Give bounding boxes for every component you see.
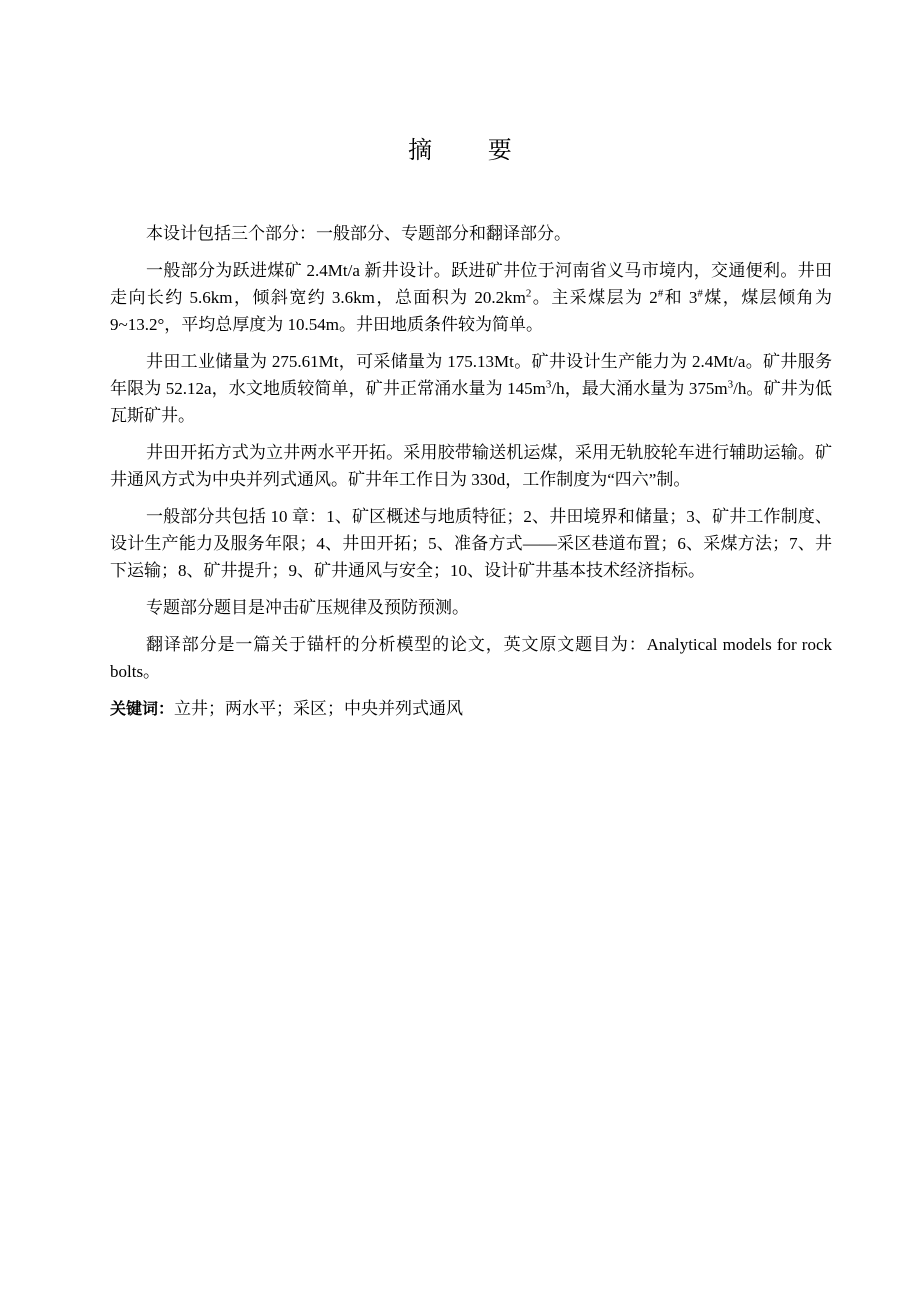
text-run: /h，最大涌水量为 375m	[551, 379, 728, 398]
abstract-body	[110, 220, 832, 722]
paragraph-overview: 本设计包括三个部分：一般部分、专题部分和翻译部分。	[146, 224, 571, 243]
text-run: 和 3	[663, 288, 698, 307]
superscript: 2	[525, 287, 532, 300]
superscript: #	[657, 287, 664, 300]
keywords-value: 立井；两水平；采区；中央并列式通风	[174, 699, 464, 718]
paragraph-general-design	[110, 257, 832, 338]
superscript: #	[697, 287, 703, 300]
text-run: 一般部分为跃进煤矿 2.4Mt/a 新井设计。跃进矿井位于河南省义马市境内，交通便利。井田走向长约 5.6km，倾斜宽约 3.6km，总面积为 20.2km	[110, 261, 832, 307]
text-run: 井田工业储量为 275.61Mt，可采储量为 175.13Mt。矿井设计生产能力为 2.4Mt/a。矿井服务年限为 52.12a，水文地质较简单，矿井正常涌水量为 145m	[110, 352, 832, 398]
paragraph-development: 井田开拓方式为立井两水平开拓。采用胶带输送机运煤，采用无轨胶轮车进行辅助运输。矿井通风方式为中央并列式通风。矿井年工作日为 330d，工作制度为“四六”制。	[110, 443, 832, 489]
keywords-label: 关键词：	[110, 699, 175, 718]
keywords-line	[110, 695, 832, 722]
abstract-title: 摘 要	[408, 136, 536, 164]
text-run: 。主采煤层为 2	[531, 288, 658, 307]
text-run: 煤，煤层倾角为 9~13.2°，平均总厚度为 10.54m。井田地质条件较为简单。	[110, 288, 833, 334]
paragraph-chapters: 一般部分共包括 10 章：1、矿区概述与地质特征；2、井田境界和储量；3、矿井工作制度、设计生产能力及服务年限；4、井田开拓；5、准备方式——采区巷道布置；6、采煤方法；7、井下运输；8、矿井提升；9、矿井通风与安全；10、设计矿井基本技术经济指标。	[110, 507, 832, 580]
paragraph-special-topic: 专题部分题目是冲击矿压规律及预防预测。	[146, 598, 469, 617]
paragraph-translation: 翻译部分是一篇关于锚杆的分析模型的论文，英文原文题目为：Analytical models for rock bolts。	[110, 635, 832, 681]
superscript: 3	[727, 378, 734, 391]
superscript: 3	[545, 378, 552, 391]
paragraph-reserves	[110, 348, 832, 429]
text-run: /h。矿井为低瓦斯矿井。	[110, 379, 832, 425]
